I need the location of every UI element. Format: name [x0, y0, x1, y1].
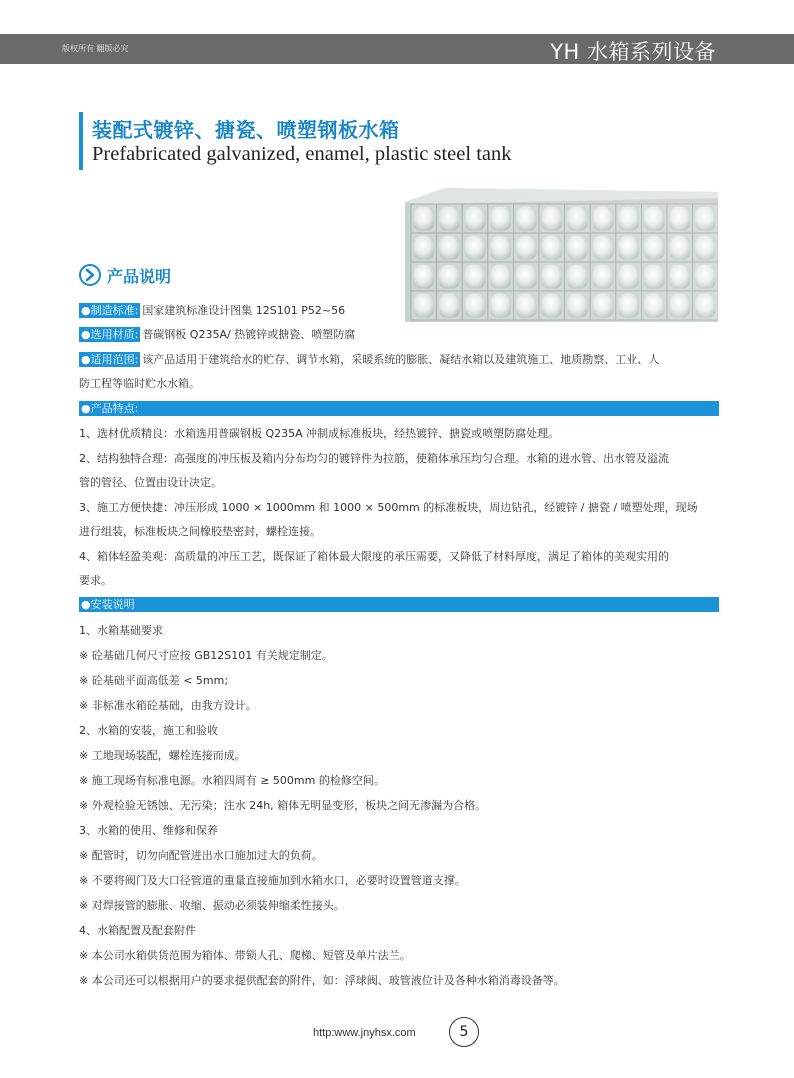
- install-line: ※ 外观检验无锈蚀、无污染；注水 24h, 箱体无明显变形，板块之间无渗漏为合格。: [79, 799, 487, 812]
- spec-tag: ●适用范围:: [81, 353, 139, 366]
- install-line: ※ 非标准水箱砼基础，由我方设计。: [79, 699, 257, 712]
- spec-standard: [79, 303, 345, 318]
- title-accent-bar: [79, 112, 83, 170]
- install-line: 2、水箱的安装，施工和验收: [79, 724, 218, 737]
- install-line: ※ 本公司水箱供货范围为箱体、带锁人孔、爬梯、短管及单片法兰。: [79, 949, 411, 962]
- spec-material: [79, 327, 355, 342]
- series-title: YH 水箱系列设备: [550, 40, 716, 64]
- spec-tag: ●制造标准:: [81, 304, 139, 317]
- page-number: 5: [449, 1017, 479, 1047]
- feature-line: 进行组装，标准板块之间橡胶垫密封，螺栓连接。: [79, 525, 321, 538]
- chevron-right-icon: [79, 264, 101, 286]
- feature-line: 1、选材优质精良：水箱选用普碳钢板 Q235A 冲制成标准板块，经热镀锌、搪瓷或喷塑防腐处理。: [79, 427, 560, 440]
- feature-line: 管的管径、位置由设计决定。: [79, 476, 222, 489]
- spec-value: 防工程等临时贮水水箱。: [79, 377, 200, 390]
- header-bar: [0, 34, 794, 64]
- spec-value: 普碳钢板 Q235A/ 热镀锌或搪瓷、喷塑防腐: [142, 328, 356, 341]
- install-line: ※ 施工现场有标准电源。水箱四周有 ≥ 500mm 的检修空间。: [79, 774, 385, 787]
- section-header: [79, 262, 171, 288]
- spec-tag: ●选用材质:: [81, 328, 139, 341]
- install-line: ※ 不要将阀门及大口径管道的重量直接施加到水箱水口，必要时设置管道支撑。: [79, 874, 466, 887]
- install-line: 4、水箱配置及配套附件: [79, 924, 196, 937]
- install-line: ※ 对焊接管的膨胀、收缩、振动必须装伸缩柔性接头。: [79, 899, 345, 912]
- install-line: 1、水箱基础要求: [79, 624, 163, 637]
- footer-url: http:www.jnyhsx.com: [313, 1027, 416, 1039]
- install-line: ※ 配管时，切勿向配管进出水口施加过大的负荷。: [79, 849, 323, 862]
- feature-line: 要求。: [79, 574, 112, 587]
- install-line: ※ 本公司还可以根据用户的要求提供配套的附件，如：浮球阀、玻管液位计及各种水箱消毒设备等。: [79, 974, 565, 987]
- water-tank-image: [405, 180, 718, 322]
- page-title-en: Prefabricated galvanized, enamel, plastic steel tank: [92, 143, 512, 165]
- install-line: ※ 砼基础几何尺寸应按 GB12S101 有关规定制定。: [79, 649, 333, 662]
- features-heading: ●产品特点:: [79, 401, 719, 416]
- feature-line: 3、施工方便快捷：冲压形成 1000 × 1000mm 和 1000 × 500mm 的标准板块，周边钻孔，经镀锌 / 搪瓷 / 喷塑处理，现场: [79, 501, 698, 514]
- install-line: 3、水箱的使用、维修和保养: [79, 824, 218, 837]
- page-title-cn: 装配式镀锌、搪瓷、喷塑钢板水箱: [92, 118, 400, 142]
- feature-line: 2、结构独特合理：高强度的冲压板及箱内分布均匀的镀锌件为拉筋，使箱体承压均匀合理。水箱的进水管、出水管及溢流: [79, 452, 669, 465]
- spec-value: 国家建筑标准设计图集 12S101 P52~56: [142, 304, 346, 317]
- feature-line: 4、箱体轻盈美观：高质量的冲压工艺，既保证了箱体最大限度的承压需要，又降低了材料厚度，满足了箱体的美观实用的: [79, 550, 669, 563]
- spec-scope-cont: [79, 376, 200, 391]
- copyright-text: 版权所有 翻版必究: [62, 44, 129, 53]
- spec-value: 该产品适用于建筑给水的贮存、调节水箱，采暖系统的膨胀、凝结水箱以及建筑施工、地质勘察、工业、人: [142, 353, 660, 366]
- spec-scope: [79, 352, 659, 367]
- install-line: ※ 砼基础平面高低差 < 5mm;: [79, 674, 229, 687]
- section-title: 产品说明: [107, 266, 172, 286]
- install-line: ※ 工地现场装配，螺栓连接而成。: [79, 749, 246, 762]
- install-heading: ●安装说明: [79, 597, 719, 612]
